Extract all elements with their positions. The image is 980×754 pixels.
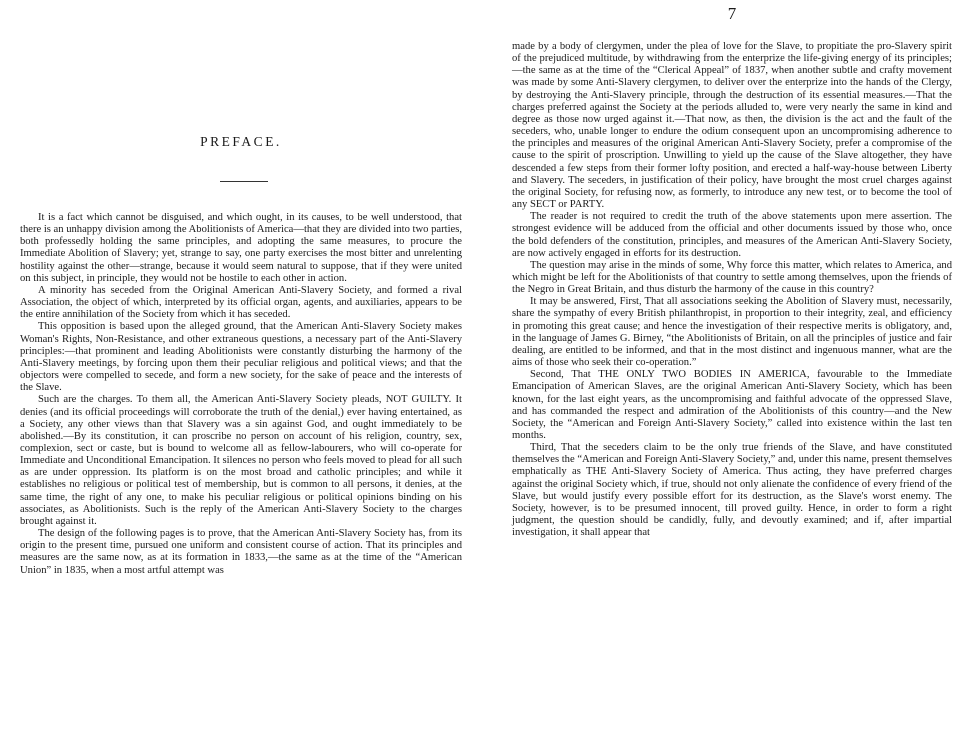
right-text-column xyxy=(512,41,952,539)
heading-divider xyxy=(220,181,268,182)
paragraph: Such are the charges. To them all, the American Anti-Slavery Society pleads, NOT GUILTY. It denies (and its official proceedings will corroborate the truth of the denial,) ever having entertained, as a Society, any other views than that Slavery was a sin against God, and ought immediately to be abolished.—By its constitution, it can proscribe no person on account of his religion, country, sex, complexion, sect or caste, but is bound to welcome all as fellow-labourers, who will co-operate for Immediate and Unconditional Emancipation. It silences no person who feels moved to plead for all such as are under oppression. Its platform is on the most broad and catholic principles; and while it establishes no religious or political test of membership, but is common to all persons, it denies, at the same time, the right of any one, to make his peculiar religious or political opinions binding on his associates, as Abolitionists. Such is the reply of the American Anti-Slavery Society to the charges brought against it. xyxy=(20,394,462,527)
paragraph: Third, That the seceders claim to be the only true friends of the Slave, and have constituted themselves the “American and Foreign Anti-Slavery Society,” and, under this name, present themselves emphatically as THE Anti-Slavery Society of America. Thus acting, they have preferred charges against the original Society which, if true, should not only alienate the confidence of every friend of the Slave, but would justify every possible effort for its destruction, as the Slave's worst enemy. The Society, however, is to be presumed innocent, till proved guilty. Hence, in order to form a right judgment, the question should be candidly, fully, and devoutly examined; and if, after impartial investigation, it shall appear that xyxy=(512,442,952,539)
paragraph: It is a fact which cannot be disguised, and which ought, in its causes, to be well understood, that there is an unhappy division among the Abolitionists of America—that they are divided into two parties, both professedly holding the same principles, and adopting the same measures, to procure the Immediate Abolition of Slavery; yet, strange to say, one party exercises the most bitter and unrelenting hostility against the other—strange, because it would seem natural to suppose, that if they were united on this subject, in principle, they would not be hostile to each other in action. xyxy=(20,212,462,284)
paragraph: The question may arise in the minds of some, Why force this matter, which relates to America, and which might be left for the Abolitionists of that country to settle among themselves, upon the friends of the Negro in Great Britain, and thus disturb the harmony of the cause in this country? xyxy=(512,259,952,296)
left-page xyxy=(20,0,462,754)
paragraph: The reader is not required to credit the truth of the above statements upon mere assertion. The strongest evidence will be adduced from the official and other documents issued by those who, once the bold defenders of the constitution, principles, and measures of the American Anti-Slavery Society, are now actively engaged in efforts for its destruction. xyxy=(512,211,952,259)
paragraph: It may be answered, First, That all associations seeking the Abolition of Slavery must, necessarily, share the sympathy of every British philanthropist, in proportion to their integrity, zeal, and efficiency in promoting this great cause; and hence the investigation of their respective merits is obligatory, and, in the language of James G. Birney, “the Abolitionists of Britain, on all the principles of justice and fair dealing, are entitled to be informed, and that in the most distinct and ingenuous manner, what are the aims of those who seek their co-operation.” xyxy=(512,296,952,369)
left-text-column xyxy=(20,212,462,577)
paragraph: Second, That THE ONLY TWO BODIES IN AMERICA, favourable to the Immediate Emancipation of American Slaves, are the original American Anti-Slavery Society, which has been known, for the last eight years, as the uncompromising and faithful advocate of the oppressed Slave, and has commanded the respect and admiration of the Abolitionists of this country—and the New Society, the “American and Foreign Anti-Slavery Society,” called into existence within the last ten months. xyxy=(512,369,952,441)
paragraph: A minority has seceded from the Original American Anti-Slavery Society, and formed a rival Association, the object of which, interpreted by its official organ, agents, and auxiliaries, appears to be the entire annihilation of the Society from which it has seceded. xyxy=(20,284,462,321)
page-number: 7 xyxy=(727,4,737,23)
page-heading: PREFACE. xyxy=(200,134,282,149)
paragraph: The design of the following pages is to prove, that the American Anti-Slavery Society has, from its origin to the present time, pursued one uniform and consistent course of action. That its principles and measures are the same now, as at its formation in 1833,—the same as at the time of the “American Union” in 1835, when a most artful attempt was xyxy=(20,528,462,576)
paragraph: This opposition is based upon the alleged ground, that the American Anti-Slavery Society makes Woman's Rights, Non-Resistance, and other extraneous questions, a necessary part of the Anti-Slavery principles:—that prominent and leading Abolitionists were constantly disturbing the harmony of the Anti-Slavery meetings, by forcing upon them their peculiar religious and political views; and that the objectors were compelled to secede, and form a new society, for the sake of peace and the interests of the Slave. xyxy=(20,321,462,394)
right-page xyxy=(512,0,952,754)
paragraph: made by a body of clergymen, under the plea of love for the Slave, to propitiate the pro-Slavery spirit of the prejudiced multitude, by withdrawing from the enterprize the life-giving energy of its principles;—the same as at the time of the “Clerical Appeal” of 1837, when another subtle and crafty movement was made by some Anti-Slavery clergymen, to deliver over the enterprize into the hands of the Clergy, by destroying the Anti-Slavery principle, through the destruction of its essential measures.—That the charges preferred against the Society at the periods alluded to, were very nearly the same in kind and degree as those now urged against it.—That now, as then, the division is the act and the fault of the seceders, who, unable longer to endure the odium consequent upon an uncompromising adherence to the principles and measures of the original American Anti-Slavery Society, prefer a compromise of the cause to the spirit of proscription. Unwilling to yield up the cause of the Slave altogether, they have descended a few steps from their former lofty position, and erected a half-way-house between Liberty and Slavery. The seceders, in justification of their policy, have brought the most cruel charges against the original Society, for refusing now, as formerly, to introduce any new test, or to become the tool of any SECT or PARTY. xyxy=(512,41,952,211)
